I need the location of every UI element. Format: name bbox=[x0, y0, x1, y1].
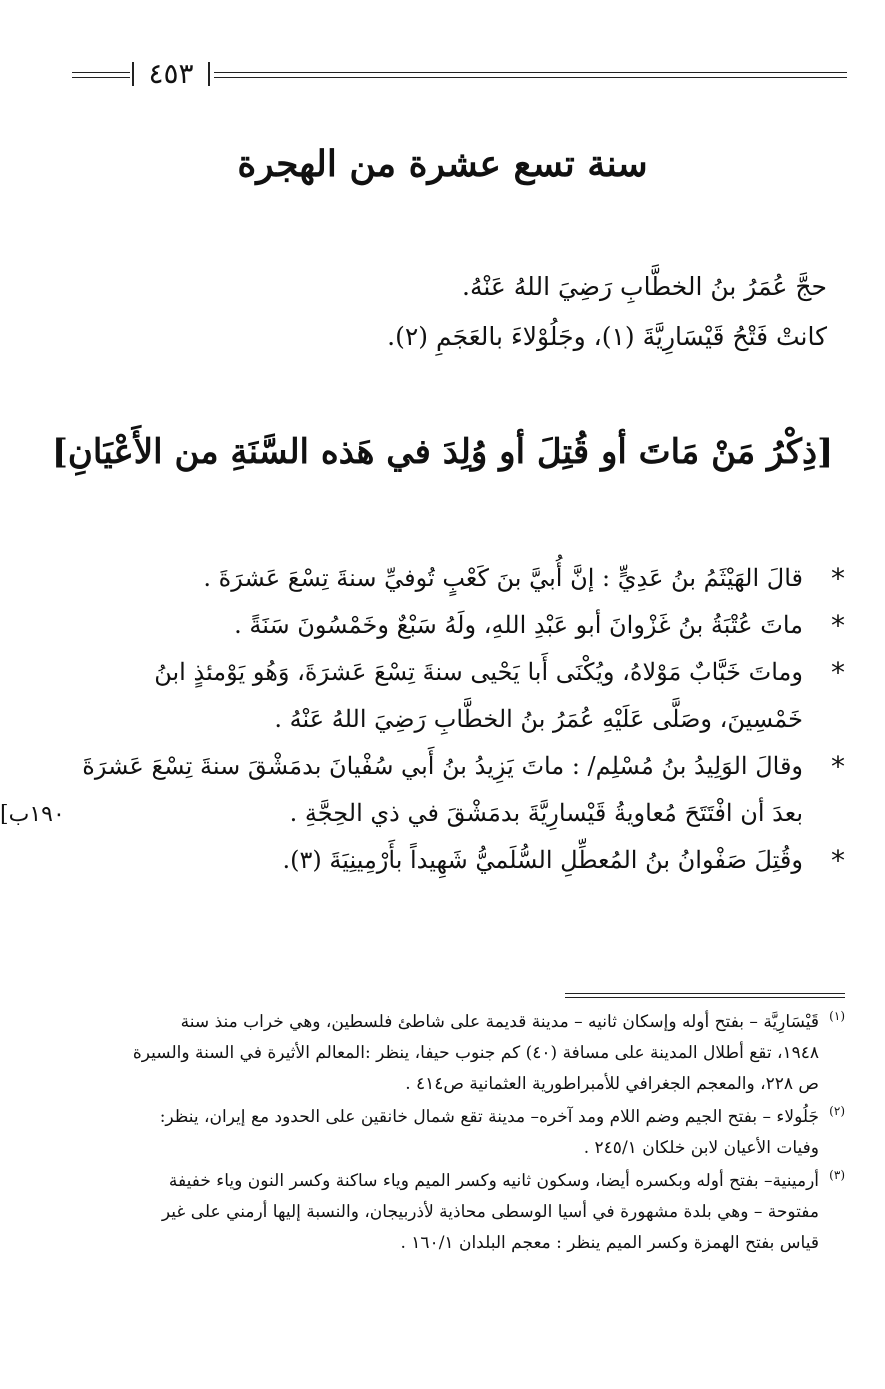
footnote-line: أرمينية– بفتح أوله وبكسره أيضا، وسكون ثانيه وكسر الميم وياء ساكنة وكسر النون وياء خفيفة bbox=[168, 1171, 819, 1191]
footnotes bbox=[45, 1007, 845, 1261]
list-item bbox=[55, 743, 845, 837]
footnote-item bbox=[45, 1166, 845, 1259]
footnote-item bbox=[45, 1102, 845, 1164]
header-rule-right bbox=[214, 72, 847, 78]
page-header bbox=[72, 58, 847, 94]
footnote-line: ص ٢٢٨، والمعجم الجغرافي للأمبراطورية العثمانية ص٤١٤ . bbox=[405, 1074, 819, 1094]
intro-text bbox=[67, 262, 827, 362]
bullet-star-icon: * bbox=[831, 844, 845, 877]
footnote-item bbox=[45, 1007, 845, 1100]
footnote-line: جَلُولاء – بفتح الجيم وضم اللام ومد آخره– مدينة تقع شمال خانقين على الحدود مع إيران، ينظر: bbox=[159, 1107, 819, 1127]
entry-line: بعدَ أن افْتَتَحَ مُعاويةُ قَيْسارِيَّةَ بدمَشْقَ في ذي الحِجَّةِ . bbox=[289, 799, 803, 827]
entry-line: قالَ الهَيْثَمُ بنُ عَدِيٍّ : إنَّ أُبيَّ بنَ كَعْبٍ تُوفيِّ سنةَ تِسْعَ عَشرَةَ . bbox=[203, 564, 803, 592]
footnote-number: (١) bbox=[829, 1009, 845, 1023]
footnote-line: قَيْسَارِيَّة – بفتح أوله وإسكان ثانيه – مدينة قديمة على شاطئ فلسطين، وهي خراب منذ سنة bbox=[180, 1012, 819, 1032]
footnote-line: ١٩٤٨، تقع أطلال المدينة على مسافة (٤٠) كم جنوب حيفا، ينظر :المعالم الأثيرة في السنة والسيرة bbox=[132, 1043, 819, 1063]
bullet-star-icon: * bbox=[831, 609, 845, 642]
bullet-star-icon: * bbox=[831, 750, 845, 783]
list-item bbox=[55, 555, 845, 602]
header-divider-left bbox=[132, 62, 134, 86]
chapter-title: سنة تسع عشرة من الهجرة bbox=[237, 143, 648, 185]
page-number: ٤٥٣ bbox=[148, 57, 194, 90]
entry-line: ماتَ عُتْبَةُ بنُ غَزْوانَ أبو عَبْدِ اللهِ، ولَهُ سَبْعٌ وخَمْسُونَ سَنَةً . bbox=[234, 611, 803, 639]
footnote-separator bbox=[565, 993, 845, 998]
list-item bbox=[55, 837, 845, 884]
bullet-star-icon: * bbox=[831, 562, 845, 595]
list-item bbox=[55, 602, 845, 649]
list-item bbox=[55, 649, 845, 743]
entry-line: وقُتِلَ صَفْوانُ بنُ المُعطِّلِ السُّلَميُّ شَهِيداً بأَرْمِينِيَةَ (٣). bbox=[282, 846, 803, 874]
entry-line: وماتَ خَبَّابٌ مَوْلاهُ، ويُكْنَى أَبا يَحْيى سنةَ تِسْعَ عَشرَةَ، وَهُو يَوْمئذٍ ابنُ bbox=[154, 658, 803, 686]
footnote-number: (٣) bbox=[829, 1168, 845, 1182]
intro-line-2: كانتْ فَتْحُ قَيْسَارِيَّةَ (١)، وجَلُوْلاءَ بالعَجَمِ (٢). bbox=[387, 322, 827, 351]
footnote-line: وفيات الأعيان لابن خلكان ٢٤٥/١ . bbox=[583, 1138, 819, 1158]
footnote-line: مفتوحة – وهي بلدة مشهورة في أسيا الوسطى محاذية لأذربيجان، والنسبة إليها أرمني على غير bbox=[161, 1202, 819, 1222]
header-rule-left bbox=[72, 72, 130, 78]
manuscript-folio-note: [١٩٠ب bbox=[0, 802, 65, 827]
footnote-number: (٢) bbox=[829, 1104, 845, 1118]
entries-list bbox=[55, 555, 845, 884]
entry-line: خَمْسِينَ، وصَلَّى عَلَيْهِ عُمَرُ بنُ الخطَّابِ رَضِيَ اللهُ عَنْهُ . bbox=[274, 705, 803, 733]
footnote-line: قياس بفتح الهمزة وكسر الميم ينظر : معجم البلدان ١٦٠/١ . bbox=[400, 1233, 819, 1253]
bullet-star-icon: * bbox=[831, 656, 845, 689]
header-divider-right bbox=[208, 62, 210, 86]
intro-line-1: حجَّ عُمَرُ بنُ الخطَّابِ رَضِيَ اللهُ عَنْهُ. bbox=[462, 272, 827, 301]
section-heading: [ذِكْرُ مَنْ مَاتَ أو قُتِلَ أو وُلِدَ في هَذه السَّنَةِ من الأَعْيَانِ] bbox=[51, 432, 834, 472]
entry-line: وقالَ الوَلِيدُ بنُ مُسْلِم/ : ماتَ يَزِيدُ بنُ أَبي سُفْيانَ بدمَشْقَ سنةَ تِسْعَ عَشرَةَ bbox=[82, 752, 803, 780]
